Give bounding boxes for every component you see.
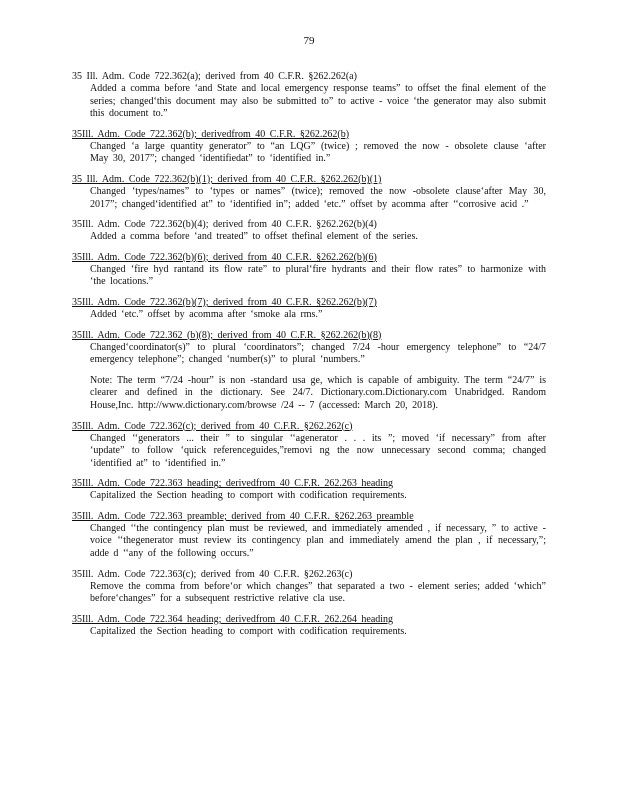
entry-list: [72, 70, 546, 645]
entry-description: Changed ‘‘generators ... their ” to singular ‘‘agenerator . . . its ”; moved ‘if necessary” from after ‘update” to follow ‘quick referenceguides,”removi ng the now unnecessary second comma; changed ‘identified at” to ‘identified in.”: [90, 432, 546, 469]
entry-description: Capitalized the Section heading to comport with codification requirements.: [90, 625, 407, 637]
entry-description: Changed ‘a large quantity generator” to “an LQG” (twice) ; removed the now - obsolete clause ‘after May 30, 2017”; changed ‘identifiedat” to ‘identified in.”: [90, 140, 546, 165]
entry-description: Remove the comma from before‘or which changes” that separated a two - element series; added ‘which” before‘changes” for a subsequent restrictive relative cla use.: [90, 580, 546, 605]
entry-citation: 35 Ill. Adm. Code 722.362(b)(1); derived from 40 C.F.R. §262.262(b)(1): [72, 173, 382, 185]
change-entry: [72, 510, 546, 561]
entry-citation: 35Ill. Adm. Code 722.362(b)(4); derived from 40 C.F.R. §262.262(b)(4): [72, 219, 377, 231]
change-entry: [72, 128, 546, 166]
entry-description: Changed ‘types/names” to ‘types or names” (twice); removed the now -obsolete clause‘after May 30, 2017”; changed‘identified at” to ‘identified in”; added ‘etc.” offset by acomma after ‘‘corrosive acid .”: [90, 185, 546, 210]
change-entry: [72, 477, 546, 503]
change-entry: [72, 568, 546, 606]
entry-description: Changed‘coordinator(s)” to plural ‘coordinators”; changed 7/24 -hour emergency telephone” to “24/7 emergency telephone”; changed ‘number(s)” to plural ‘numbers.”: [90, 341, 546, 366]
change-entry: [72, 329, 546, 413]
entry-citation: 35Ill. Adm. Code 722.362 (b)(8); derived from 40 C.F.R. §262.262(b)(8): [72, 329, 382, 341]
entry-description: Added ‘etc.” offset by acomma after ‘smoke ala rms.”: [90, 308, 323, 320]
entry-citation: 35Ill. Adm. Code 722.362(b)(7); derived from 40 C.F.R. §262.262(b)(7): [72, 296, 377, 308]
entry-citation: 35Ill. Adm. Code 722.363(c); derived from 40 C.F.R. §262.263(c): [72, 568, 353, 580]
entry-description: Changed ‘fire hyd rantand its flow rate” to plural‘fire hydrants and their flow rates” to harmonize with ‘the locations.”: [90, 263, 546, 288]
change-entry: [72, 420, 546, 471]
change-entry: [72, 70, 546, 121]
change-entry: [72, 173, 546, 211]
entry-description: Changed ‘‘the contingency plan must be reviewed, and immediately amended , if necessary, ” to active -voice ‘‘thegenerator must review its contingency plan and immediately amend the plan , if necessary,”; adde d ‘‘any of the following occurs.”: [90, 522, 546, 560]
entry-citation: 35Ill. Adm. Code 722.363 heading; derivedfrom 40 C.F.R. 262.263 heading: [72, 478, 394, 490]
entry-citation: 35Ill. Adm. Code 722.363 preamble; derived from 40 C.F.R. §262.263 preamble: [72, 510, 414, 522]
entry-citation: 35Ill. Adm. Code 722.362(b)(6); derived from 40 C.F.R. §262.262(b)(6): [72, 251, 377, 263]
entry-description: Added a comma before ‘and State and local emergency response teams” to offset the final element of the series; changed‘this document may also be submitted to” to active - voice ‘the generator may also submit this document to.”: [90, 83, 546, 120]
entry-citation: 35Ill. Adm. Code 722.364 heading; derivedfrom 40 C.F.R. 262.264 heading: [72, 613, 394, 625]
change-entry: [72, 251, 546, 289]
entry-citation: 35Ill. Adm. Code 722.362(c); derived from 40 C.F.R. §262.262(c): [72, 420, 353, 432]
change-entry: [72, 613, 546, 639]
page-number: 79: [303, 35, 315, 47]
entry-description: Capitalized the Section heading to comport with codification requirements.: [90, 490, 407, 502]
change-entry: [72, 218, 546, 244]
entry-citation: 35Ill. Adm. Code 722.362(b); derivedfrom 40 C.F.R. §262.262(b): [72, 128, 350, 140]
entry-description: Added a comma before ‘and treated” to offset thefinal element of the series.: [90, 231, 418, 243]
entry-citation: 35 Ill. Adm. Code 722.362(a); derived from 40 C.F.R. §262.262(a): [72, 71, 357, 82]
change-entry: [72, 296, 546, 322]
entry-note: Note: The term “7/24 -hour” is non -standard usa ge, which is capable of ambiguity. The term “24/7” is clearer and defined in the dictionary. See 24/7. Dictionary.com.Dictionary.com Unabridged. Random House,Inc. http://www.dictionary.com/browse /24 -- 7 (accessed: March 20, 2018).: [90, 374, 546, 411]
